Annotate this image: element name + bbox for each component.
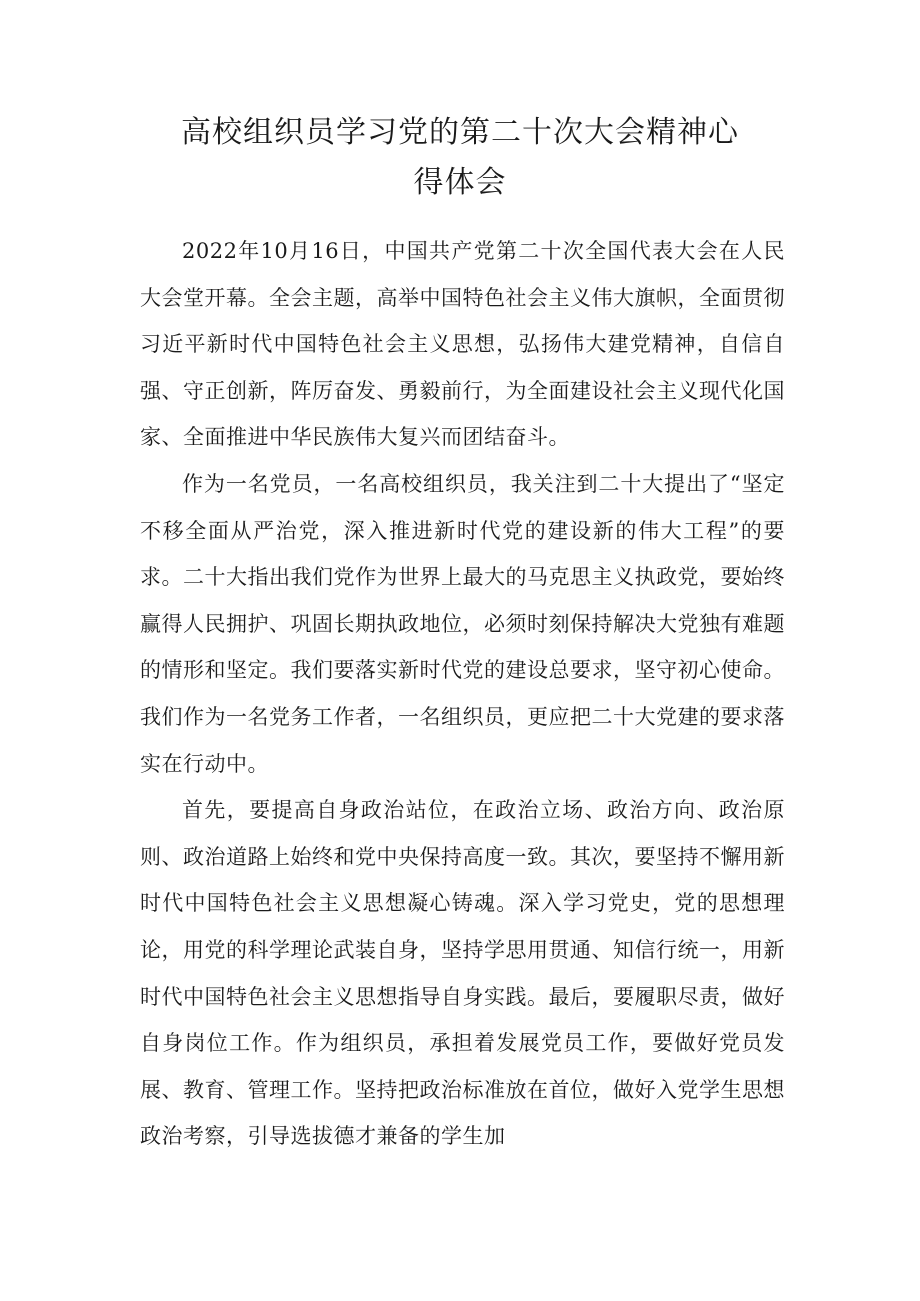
paragraph-3: 首先，要提高自身政治站位，在政治立场、政治方向、政治原则、政治道路上始终和党中央保持高度一致。其次，要坚持不懈用新时代中国特色社会主义思想凝心铸魂。深入学习党史，党的思想理论，用党的科学理论武装自身，坚持学思用贯通、知信行统一，用新时代中国特色社会主义思想指导自身实践。最后，要履职尽责，做好自身岗位工作。作为组织员，承担着发展党员工作，要做好党员发展、教育、管理工作。坚持把政治标准放在首位，做好入党学生思想政治考察，引导选拔德才兼备的学生加 (140, 798, 785, 1149)
title-line-1: 高校组织员学习党的第二十次大会精神心 (181, 115, 739, 150)
paragraph-2: 作为一名党员，一名高校组织员，我关注到二十大提出了“坚定不移全面从严治党，深入推进新时代党的建设新的伟大工程”的要求。二十大指出我们党作为世界上最大的马克思主义执政党，要始终赢得人民拥护、巩固长期执政地位，必须时刻保持解决大党独有难题的情形和坚定。我们要落实新时代党的建设总要求，坚守初心使命。我们作为一名党务工作者，一名组织员，更应把二十大党建的要求落实在行动中。 (140, 471, 785, 776)
document-title (140, 108, 780, 208)
title-line-2: 得体会 (413, 165, 507, 200)
document-body (140, 228, 785, 1160)
paragraph-1: 2022年10月16日，中国共产党第二十次全国代表大会在人民大会堂开幕。全会主题，高举中国特色社会主义伟大旗帜，全面贯彻习近平新时代中国特色社会主义思想，弘扬伟大建党精神，自信自强、守正创新，阵厉奋发、勇毅前行，为全面建设社会主义现代化国家、全面推进中华民族伟大复兴而团结奋斗。 (140, 239, 785, 450)
